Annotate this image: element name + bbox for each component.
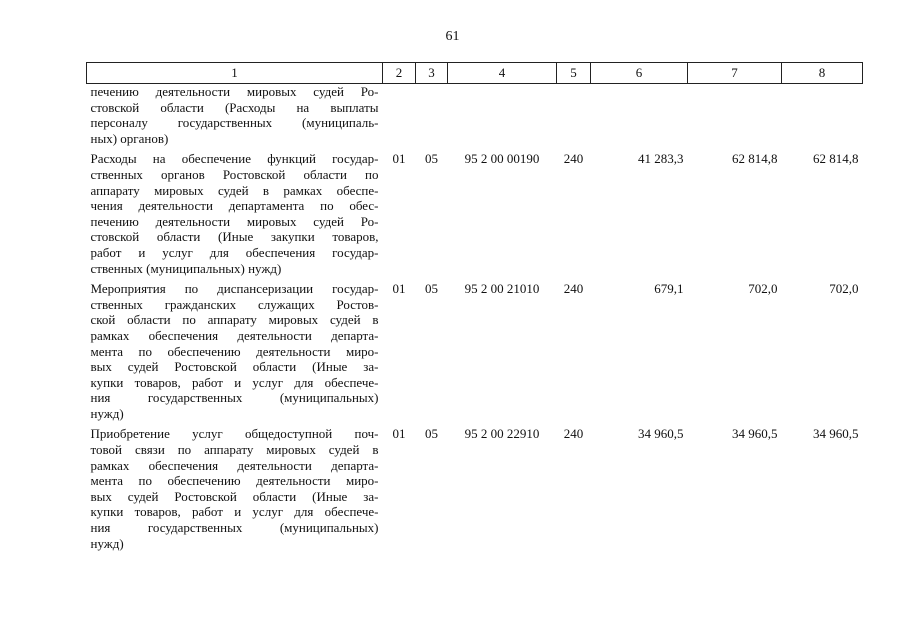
budget-table	[86, 62, 863, 551]
row-year2: 62 814,8	[732, 151, 778, 167]
description-line: нужд)	[90, 405, 124, 421]
row-year2	[688, 84, 782, 147]
table-row	[87, 276, 863, 421]
row-year2: 702,0	[748, 281, 778, 297]
table-row	[87, 421, 863, 551]
description-line: мента по обеспечению деятельности миро-	[90, 343, 379, 359]
page-number: 61	[445, 29, 460, 44]
header-col-2: 2	[383, 63, 416, 84]
row-vr	[557, 84, 591, 147]
row-year1	[591, 84, 688, 147]
row-description	[87, 421, 383, 551]
row-year1: 41 283,3	[638, 151, 684, 167]
description-line: нужд)	[90, 535, 124, 551]
row-rz	[383, 84, 416, 147]
description-line: вых судей Ростовской области (Иные за-	[90, 359, 379, 375]
row-pr	[416, 84, 448, 147]
description-line: мента по обеспечению деятельности миро-	[90, 473, 379, 489]
row-vr: 240	[563, 281, 584, 297]
description-line: работ и услуг для обеспечения государ-	[90, 244, 379, 260]
row-csr: 95 2 00 21010	[464, 281, 540, 297]
row-rz: 01	[392, 426, 406, 442]
description-line: купки товаров, работ и услуг для обеспече-	[90, 374, 379, 390]
description-line: печению деятельности мировых судей Ро-	[90, 84, 379, 99]
description-line: ственных гражданских служащих Ростов-	[90, 296, 379, 312]
row-vr: 240	[563, 151, 584, 167]
header-col-5: 5	[557, 63, 591, 84]
header-col-7: 7	[688, 63, 782, 84]
description-line: рамках обеспечения деятельности департа-	[90, 327, 379, 343]
description-line: аппарату мировых судей в рамках обеспе-	[90, 182, 379, 198]
table-row	[87, 84, 863, 147]
row-year3: 34 960,5	[813, 426, 859, 442]
description-line: рамках обеспечения деятельности департа-	[90, 457, 379, 473]
row-year3: 62 814,8	[813, 151, 859, 167]
description-line: ской области по аппарату мировых судей в	[90, 312, 379, 328]
header-col-1: 1	[87, 63, 383, 84]
description-line: ния государственных (муниципальных)	[90, 390, 379, 406]
description-line: купки товаров, работ и услуг для обеспече-	[90, 504, 379, 520]
description-line: стовской области (Иные закупки товаров,	[90, 229, 379, 245]
description-line: ственных (муниципальных) нужд)	[90, 260, 282, 276]
row-description	[87, 276, 383, 421]
header-col-3: 3	[416, 63, 448, 84]
description-line: ственных органов Ростовской области по	[90, 166, 379, 182]
row-year1: 679,1	[654, 281, 684, 297]
row-rz: 01	[392, 151, 406, 167]
row-rz: 01	[392, 281, 406, 297]
row-csr: 95 2 00 22910	[464, 426, 540, 442]
row-year3: 702,0	[829, 281, 859, 297]
row-csr: 95 2 00 00190	[464, 151, 540, 167]
description-line: товой связи по аппарату мировых судей в	[90, 442, 379, 458]
row-year1: 34 960,5	[638, 426, 684, 442]
description-line: Приобретение услуг общедоступной поч-	[90, 426, 379, 442]
description-line: чения деятельности департамента по обес-	[90, 198, 379, 214]
table-header-row	[87, 63, 863, 84]
row-description	[87, 146, 383, 276]
description-line: персоналу государственных (муниципаль-	[90, 115, 379, 131]
header-col-8: 8	[782, 63, 863, 84]
header-col-6: 6	[591, 63, 688, 84]
row-pr: 05	[425, 281, 438, 297]
row-description	[87, 84, 383, 147]
row-csr	[448, 84, 557, 147]
description-line: печению деятельности мировых судей Ро-	[90, 213, 379, 229]
header-col-4: 4	[448, 63, 557, 84]
row-pr: 05	[425, 151, 438, 167]
row-pr: 05	[425, 426, 438, 442]
description-line: стовской области (Расходы на выплаты	[90, 99, 379, 115]
row-year2: 34 960,5	[732, 426, 778, 442]
table-row	[87, 146, 863, 276]
row-vr: 240	[563, 426, 584, 442]
description-line: Расходы на обеспечение функций государ-	[90, 151, 379, 167]
description-line: ных) органов)	[90, 130, 169, 146]
description-line: вых судей Ростовской области (Иные за-	[90, 488, 379, 504]
row-year3	[782, 84, 863, 147]
description-line: ния государственных (муниципальных)	[90, 520, 379, 536]
description-line: Мероприятия по диспансеризации государ-	[90, 281, 379, 297]
